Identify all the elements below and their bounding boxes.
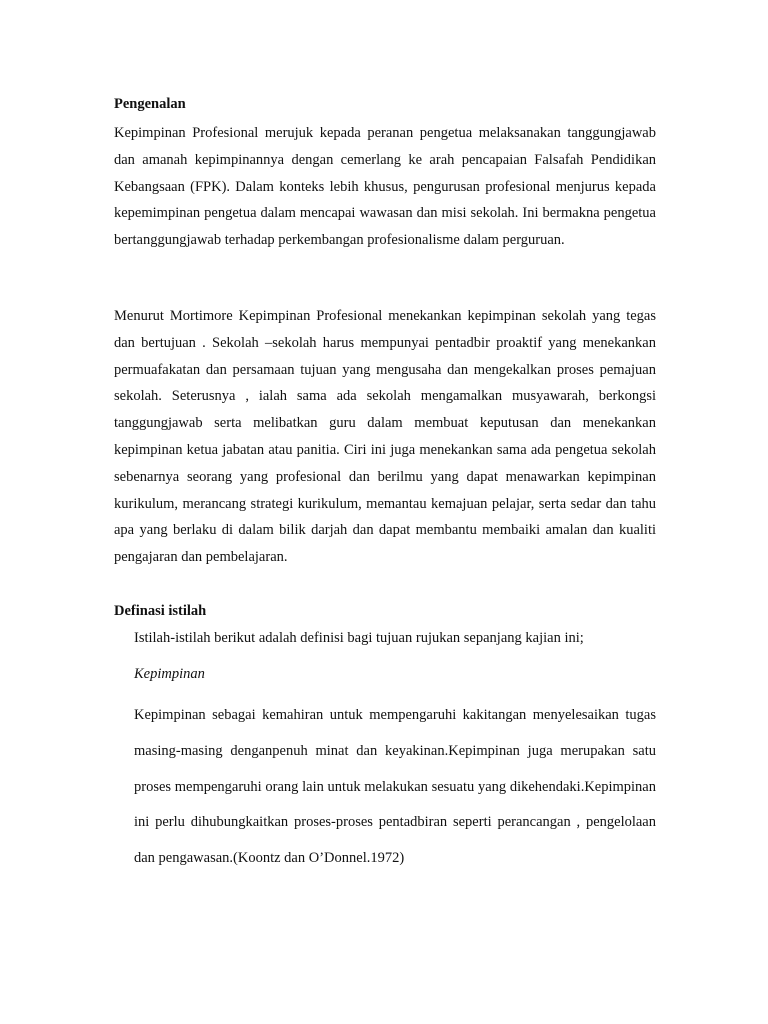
paragraph-kepimpinan-definition: Kepimpinan sebagai kemahiran untuk mempengaruhi kakitangan menyelesaikan tugas masing-masing denganpenuh minat dan keyakinan.Kepimpinan juga merupakan satu proses mempengaruhi orang lain untuk melakukan sesuatu yang dikehendaki.Kepimpinan ini perlu dihubungkaitkan proses-proses pentadbiran seperti perancangan , pengelolaan dan pengawasan.(Koontz dan O’Donnel.1972) <box>134 707 656 867</box>
term-kepimpinan: Kepimpinan <box>134 666 205 682</box>
paragraph-mortimore: Menurut Mortimore Kepimpinan Profesional menekankan kepimpinan sekolah yang tegas dan bertujuan . Sekolah –sekolah harus mempunyai pentadbir proaktif yang menekankan permuafakatan dan persamaan tujuan yang mengusaha dan mengekalkan proses pemajuan sekolah. Seterusnya , ialah sama ada sekolah mengamalkan musyawarah, berkongsi tanggungjawab serta melibatkan guru dalam membuat keputusan dan menekankan kepimpinan ketua jabatan atau panitia. Ciri ini juga menekankan sama ada pengetua sekolah sebenarnya seorang yang profesional dan berilmu yang dapat menawarkan kepimpinan kurikulum, merancang strategi kurikulum, memantau kemajuan pelajar, serta sedar dan tahu apa yang berlaku di dalam bilik darjah dan dapat membantu membaiki amalan dan kualiti pengajaran dan pembelajaran. <box>114 308 656 566</box>
paragraph-introduction: Kepimpinan Profesional merujuk kepada peranan pengetua melaksanakan tanggungjawab dan amanah kepimpinannya dengan cemerlang ke arah pencapaian Falsafah Pendidikan Kebangsaan (FPK). Dalam konteks lebih khusus, pengurusan profesional menjurus kepada kepemimpinan pengetua dalam mencapai wawasan dan misi sekolah. Ini bermakna pengetua bertanggungjawab terhadap perkembangan profesionalisme dalam perguruan. <box>114 125 656 249</box>
heading-pengenalan: Pengenalan <box>114 96 186 112</box>
paragraph-definitions-intro: Istilah-istilah berikut adalah definisi bagi tujuan rujukan sepanjang kajian ini; <box>134 630 584 646</box>
heading-definasi-istilah: Definasi istilah <box>114 603 207 619</box>
